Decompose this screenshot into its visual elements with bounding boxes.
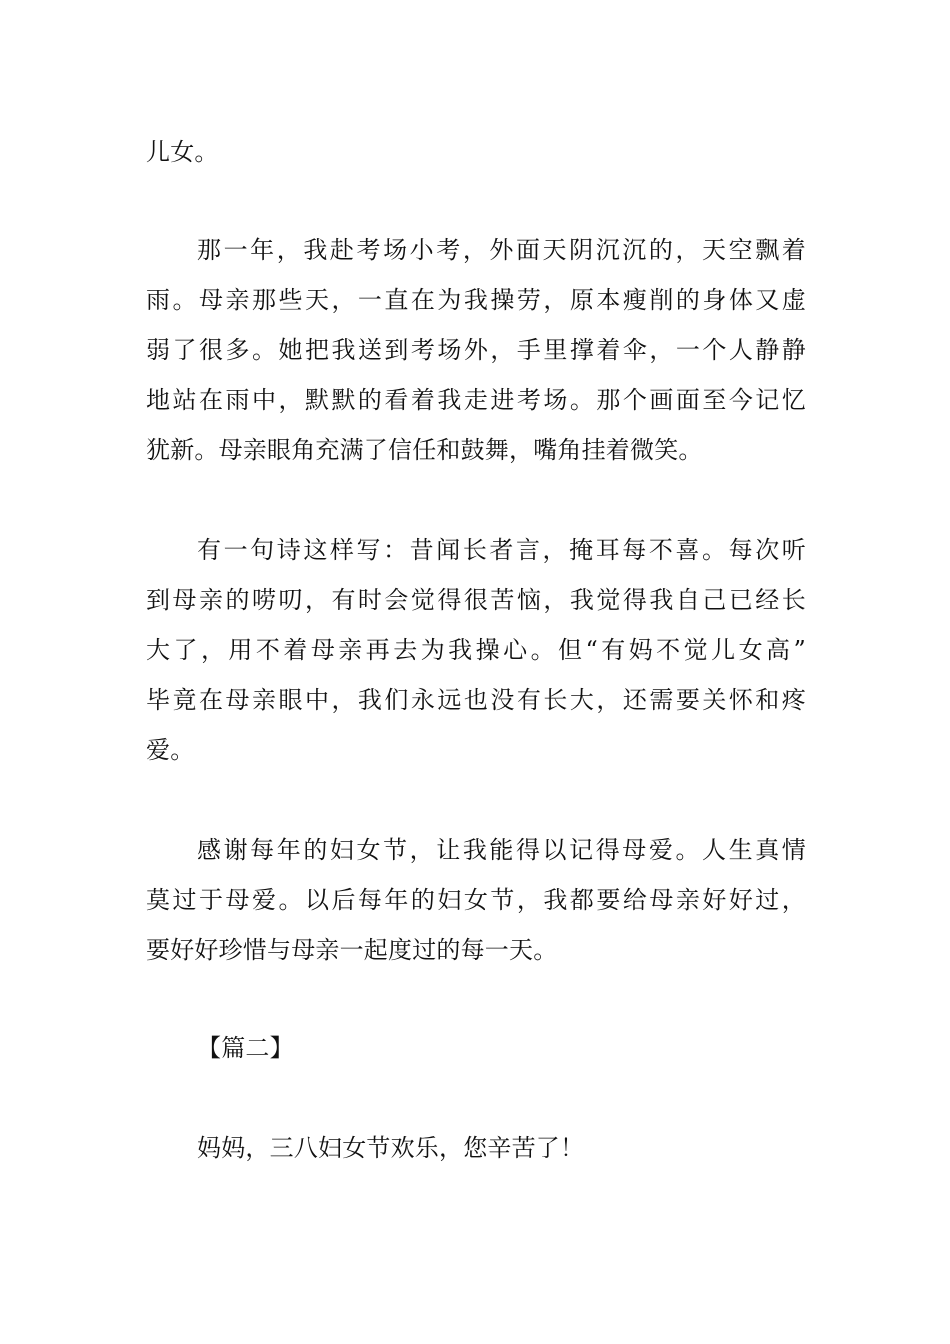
paragraph-first-line: 感谢每年的妇女节，让我能得以记得母爱。人生真情 [197,836,806,864]
text-line: 地站在雨中，默默的看着我走进考场。那个画面至今记忆 [146,386,806,414]
text-line: 雨。母亲那些天，一直在为我操劳，原本瘦削的身体又虚 [146,286,806,314]
paragraph-first-line: 有一句诗这样写：昔闻长者言，掩耳每不喜。每次听 [197,536,806,564]
text-line: 大了，用不着母亲再去为我操心。但“有妈不觉儿女高” [146,636,806,664]
text-line: 到母亲的唠叨，有时会觉得很苦恼，我觉得我自己已经长 [146,586,806,614]
text-line: 爱。 [146,736,195,764]
text-line: 毕竟在母亲眼中，我们永远也没有长大，还需要关怀和疼 [146,686,806,714]
text-line: 弱了很多。她把我送到考场外，手里撑着伞，一个人静静 [146,336,806,364]
text-line: 要好好珍惜与母亲一起度过的每一天。 [146,936,558,964]
paragraph-first-line: 那一年，我赴考场小考，外面天阴沉沉的，天空飘着 [197,236,806,264]
text-line: 儿女。 [146,138,219,166]
paragraph-first-line: 妈妈，三八妇女节欢乐，您辛苦了！ [197,1134,585,1162]
section-heading: 【篇二】 [197,1034,294,1062]
text-line: 莫过于母爱。以后每年的妇女节，我都要给母亲好好过， [146,886,806,914]
text-line: 犹新。母亲眼角充满了信任和鼓舞，嘴角挂着微笑。 [146,436,703,464]
